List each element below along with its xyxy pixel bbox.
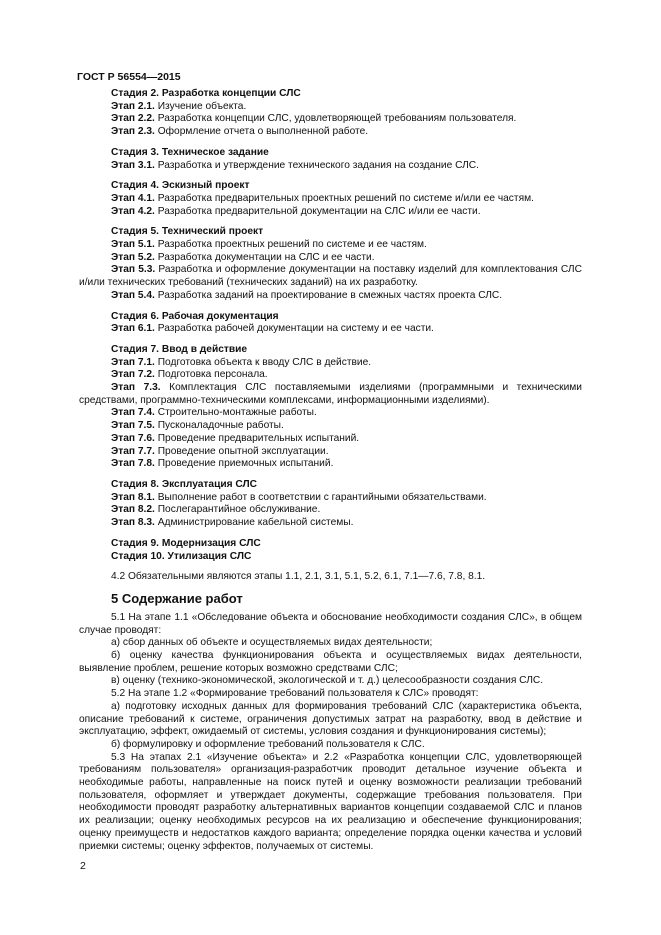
page-number: 2 xyxy=(80,860,86,872)
step-number: Этап 7.1. xyxy=(111,356,155,368)
stage-step xyxy=(79,458,582,471)
paragraph-5-1-c: в) оценку (технико-экономической, экологической и т. д.) целесообразности создания СЛС. xyxy=(111,675,544,687)
step-number: Этап 7.8. xyxy=(111,458,155,470)
stage-step xyxy=(79,323,582,336)
step-number: Этап 8.2. xyxy=(111,504,155,516)
step-text: Выполнение работ в соответствии с гарантийными обязательствами. xyxy=(157,491,487,503)
step-text: Разработка рабочей документации на систему и ее части. xyxy=(157,323,434,335)
step-text: Послегарантийное обслуживание. xyxy=(157,504,321,516)
step-text: Проведение предварительных испытаний. xyxy=(157,432,360,444)
stage-step xyxy=(79,369,582,382)
paragraph-5-2: 5.2 На этапе 1.2 «Формирование требований пользователя к СЛС» проводят: xyxy=(111,688,479,700)
stage-title: Стадия 2. Разработка концепции СЛС xyxy=(111,88,301,99)
stage-step xyxy=(79,160,582,173)
paragraph-5-1: 5.1 На этапе 1.1 «Обследование объекта и обоснование необходимости создания СЛС», в общем случае проводят: xyxy=(79,611,582,636)
step-text: Администрирование кабельной системы. xyxy=(157,517,354,529)
stage-9-title: Стадия 9. Модернизация СЛС xyxy=(111,537,261,549)
step-text: Разработка предварительных проектных решений по системе и/или ее частям. xyxy=(157,192,534,204)
stage-step xyxy=(79,126,582,139)
step-number: Этап 7.5. xyxy=(111,420,155,432)
stage-step xyxy=(79,407,582,420)
stage-step xyxy=(79,206,582,219)
step-number: Этап 4.2. xyxy=(111,205,155,217)
step-number: Этап 2.3. xyxy=(111,126,155,138)
step-text: Строительно-монтажные работы. xyxy=(157,407,317,419)
paragraph-4-2: 4.2 Обязательными являются этапы 1.1, 2.1, 3.1, 5.1, 5.2, 6.1, 7.1—7.6, 7.8, 8.1. xyxy=(111,571,486,583)
stage-step xyxy=(79,492,582,505)
stage-step xyxy=(79,252,582,265)
step-number: Этап 5.1. xyxy=(111,239,155,251)
step-text: Разработка документации на СЛС и ее части. xyxy=(157,251,375,263)
paragraph-5-3: 5.3 На этапах 2.1 «Изучение объекта» и 2.2 «Разработка концепции СЛС, удовлетворяющей требованиям пользователя» организация-разработчик проводит детальное изучение объекта и необходимые работы, направленные на поиск путей и оценку возможности реализации требований пользователя, оформляет и утверждает документы, содержащие требования пользователя. При необходимости проводят разработку альтернативных вариантов концепции создаваемой СЛС и планов их реализации; оценку необходимых ресурсов на их реализацию и обеспечение функционирования; оценку преимуществ и недостатков каждого варианта; определение порядка оценки качества и условий приемки системы; оценку эффектов, получаемых от системы. xyxy=(79,751,582,852)
step-text: Разработка заданий на проектирование в смежных частях проекта СЛС. xyxy=(157,289,503,301)
stage-step xyxy=(79,420,582,433)
stage-block xyxy=(79,226,582,302)
stage-title: Стадия 6. Рабочая документация xyxy=(111,310,279,322)
step-text: Разработка предварительной документации на СЛС и/или ее части. xyxy=(157,205,481,217)
step-number: Этап 6.1. xyxy=(111,323,155,335)
stage-10-title: Стадия 10. Утилизация СЛС xyxy=(111,550,252,562)
paragraph-5-2-b: б) формулировку и оформление требований пользователя к СЛС. xyxy=(111,738,425,750)
stage-title: Стадия 7. Ввод в действие xyxy=(111,343,248,355)
step-number: Этап 5.3. xyxy=(111,264,156,276)
document-body xyxy=(79,88,582,853)
step-number: Этап 8.1. xyxy=(111,491,155,503)
step-number: Этап 7.7. xyxy=(111,445,155,457)
step-number: Этап 7.6. xyxy=(111,432,155,444)
stage-title: Стадия 3. Техническое задание xyxy=(111,146,269,158)
stage-block xyxy=(79,311,582,336)
stage-step xyxy=(79,504,582,517)
stage-block xyxy=(79,180,582,218)
step-text: Разработка проектных решений по системе и ее частям. xyxy=(157,239,427,251)
step-text: Разработка и утверждение технического задания на создание СЛС. xyxy=(157,159,479,171)
stages-list xyxy=(79,88,582,530)
stage-title: Стадия 4. Эскизный проект xyxy=(111,180,250,192)
step-text: Разработка и оформление документации на поставку изделий для комплектования СЛС и/или технических требований (технических заданий) на их разработку. xyxy=(79,264,582,289)
stage-step xyxy=(79,113,582,126)
step-number: Этап 2.1. xyxy=(111,100,155,112)
stage-title: Стадия 8. Эксплуатация СЛС xyxy=(111,478,257,490)
step-number: Этап 7.3. xyxy=(111,382,161,394)
stage-step xyxy=(79,101,582,114)
stage-step xyxy=(79,290,582,303)
step-text: Разработка концепции СЛС, удовлетворяющей требованиям пользователя. xyxy=(157,113,517,125)
step-number: Этап 7.2. xyxy=(111,369,155,381)
step-number: Этап 2.2. xyxy=(111,113,155,125)
step-text: Пусконаладочные работы. xyxy=(157,420,284,432)
stage-title: Стадия 5. Технический проект xyxy=(111,226,264,238)
step-number: Этап 3.1. xyxy=(111,159,155,171)
step-number: Этап 8.3. xyxy=(111,517,155,529)
stage-block xyxy=(79,479,582,530)
step-text: Проведение опытной эксплуатации. xyxy=(157,445,329,457)
step-text: Подготовка объекта к вводу СЛС в действие. xyxy=(157,356,372,368)
step-text: Оформление отчета о выполненной работе. xyxy=(157,126,369,138)
step-text: Комплектация СЛС поставляемыми изделиями (программными и техническими средствами, программно-техническими комплексами, информационными изделиями). xyxy=(79,382,582,406)
stage-block xyxy=(79,88,582,139)
step-text: Изучение объекта. xyxy=(157,100,247,112)
stage-block xyxy=(79,344,582,471)
paragraph-5-1-a: а) сбор данных об объекте и осуществляемых видах деятельности; xyxy=(111,637,433,649)
step-text: Подготовка персонала. xyxy=(157,369,268,381)
section-5-heading: 5 Содержание работ xyxy=(111,590,243,606)
document-header: ГОСТ Р 56554—2015 xyxy=(77,71,181,83)
stage-step xyxy=(79,517,582,530)
step-text: Проведение приемочных испытаний. xyxy=(157,458,334,470)
step-number: Этап 5.4. xyxy=(111,289,155,301)
step-number: Этап 7.4. xyxy=(111,407,155,419)
step-number: Этап 4.1. xyxy=(111,192,155,204)
stage-step xyxy=(79,264,582,289)
step-number: Этап 5.2. xyxy=(111,251,155,263)
paragraph-5-1-b: б) оценку качества функционирования объекта и осуществляемых видах деятельности, выявление проблем, решение которых возможно средствами СЛС; xyxy=(79,650,582,674)
stage-step xyxy=(79,357,582,370)
stage-step xyxy=(79,239,582,252)
stage-step xyxy=(79,382,582,407)
paragraph-5-2-a: а) подготовку исходных данных для формирования требований СЛС (характеристика объекта, описание требований к системе, ограничения допустимых затрат на разработку, ввод в действие и эксплуатацию, эффект, ожидаемый от системы, условия создания и функционирования системы); xyxy=(79,700,582,738)
stage-step xyxy=(79,193,582,206)
stage-step xyxy=(79,446,582,459)
stage-step xyxy=(79,433,582,446)
stage-block xyxy=(79,147,582,172)
